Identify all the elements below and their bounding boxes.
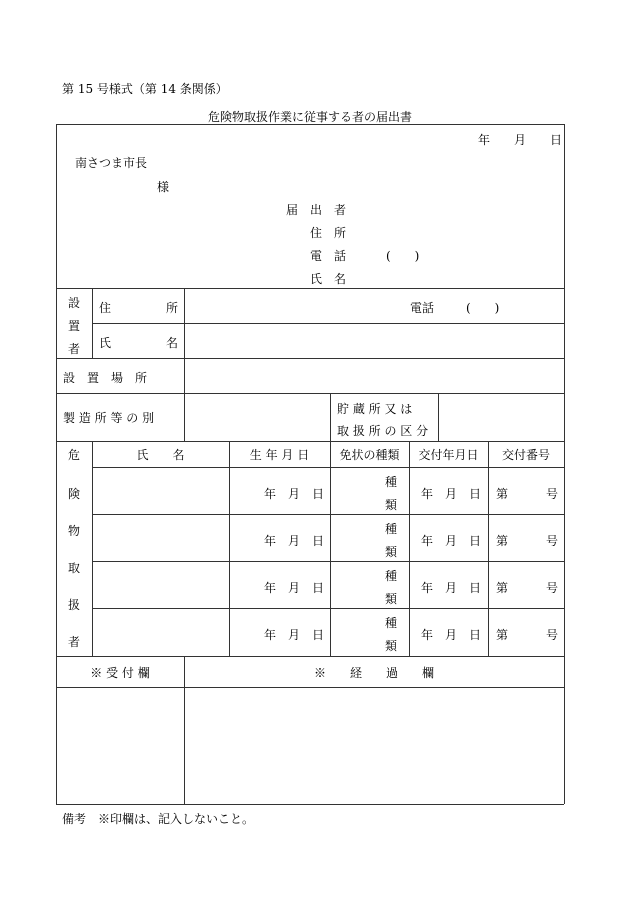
row-number-suffix: 号 (546, 628, 559, 642)
divider (409, 441, 410, 656)
header-name: 氏 名 (136, 448, 185, 462)
divider (92, 467, 564, 468)
form-number: 第 15 号様式（第 14 条関係） (62, 82, 228, 96)
notifier-heading: 届 出 者 (286, 203, 347, 217)
table-border-bottom (56, 804, 564, 805)
installer-label-char: 者 (68, 342, 81, 356)
row-issue-date: 年 月 日 (421, 581, 482, 595)
header-issue-number: 交付番号 (501, 448, 550, 462)
remarks: 備考 ※印欄は、記入しないこと。 (62, 812, 255, 826)
divider (92, 561, 564, 562)
handlers-label-char: 物 (68, 524, 81, 538)
row-number-suffix: 号 (546, 581, 559, 595)
notifier-phone-paren: ( ) (386, 249, 420, 263)
header-license-type: 免状の種類 (339, 448, 400, 462)
installer-name-label-char: 氏 (99, 336, 112, 350)
row-issue-date: 年 月 日 (421, 487, 482, 501)
storage-label: 貯 蔵 所 又 は (337, 402, 413, 416)
installer-address-label-char: 所 (166, 301, 179, 315)
reception-header: ※ 受 付 欄 (90, 666, 150, 680)
installer-address-label-char: 住 (99, 301, 112, 315)
handlers-label-char: 険 (68, 487, 81, 501)
honorific: 様 (157, 180, 170, 194)
notifier-name-label: 氏 名 (310, 272, 347, 286)
date-field: 年 月 日 (478, 133, 563, 147)
divider (56, 393, 564, 394)
row-number-prefix: 第 (496, 534, 509, 548)
notifier-phone-label: 電 話 (310, 249, 347, 263)
table-border-left (56, 124, 57, 804)
handlers-label-char: 扱 (68, 598, 81, 612)
notifier-address-label: 住 所 (310, 226, 347, 240)
row-birthdate: 年 月 日 (264, 628, 325, 642)
row-type-char: 類 (385, 498, 398, 512)
row-type-char: 種 (385, 475, 398, 489)
progress-header: ※ 経 過 欄 (313, 666, 434, 680)
divider (92, 288, 93, 358)
storage-label: 取 扱 所 の 区 分 (337, 424, 429, 438)
row-number-prefix: 第 (496, 628, 509, 642)
table-border-top (56, 124, 564, 125)
row-birthdate: 年 月 日 (264, 534, 325, 548)
row-issue-date: 年 月 日 (421, 628, 482, 642)
row-type-char: 類 (385, 592, 398, 606)
handlers-label-char: 者 (68, 635, 81, 649)
row-number-prefix: 第 (496, 487, 509, 501)
table-border-right (564, 124, 565, 804)
installer-name-label-char: 名 (166, 336, 179, 350)
facility-type-label: 製 造 所 等 の 別 (63, 411, 155, 425)
installer-label-char: 置 (68, 319, 81, 333)
page-title: 危険物取扱作業に従事する者の届出書 (207, 110, 412, 124)
divider (184, 288, 185, 441)
divider (56, 687, 564, 688)
divider (92, 514, 564, 515)
location-label: 設 置 場 所 (63, 371, 148, 385)
row-number-suffix: 号 (546, 534, 559, 548)
divider (56, 358, 564, 359)
header-birthdate: 生 年 月 日 (249, 448, 310, 462)
row-type-char: 種 (385, 522, 398, 536)
handlers-label-char: 取 (68, 561, 81, 575)
divider (330, 441, 331, 656)
divider (229, 441, 230, 656)
row-birthdate: 年 月 日 (264, 581, 325, 595)
divider (92, 323, 564, 324)
row-type-char: 種 (385, 569, 398, 583)
installer-phone-label: 電話 (410, 301, 435, 315)
divider (56, 288, 564, 289)
installer-label-char: 設 (68, 296, 81, 310)
row-number-suffix: 号 (546, 487, 559, 501)
handlers-label-char: 危 (68, 448, 81, 462)
divider (92, 441, 93, 656)
divider (438, 393, 439, 441)
divider (56, 656, 564, 657)
row-type-char: 種 (385, 616, 398, 630)
divider (488, 441, 489, 656)
header-issue-date: 交付年月日 (418, 448, 479, 462)
row-type-char: 類 (385, 639, 398, 653)
row-birthdate: 年 月 日 (264, 487, 325, 501)
row-type-char: 類 (385, 545, 398, 559)
divider (330, 393, 331, 441)
installer-phone-paren: ( ) (466, 301, 500, 315)
addressee: 南さつま市長 (75, 156, 148, 170)
row-issue-date: 年 月 日 (421, 534, 482, 548)
row-number-prefix: 第 (496, 581, 509, 595)
divider (92, 608, 564, 609)
